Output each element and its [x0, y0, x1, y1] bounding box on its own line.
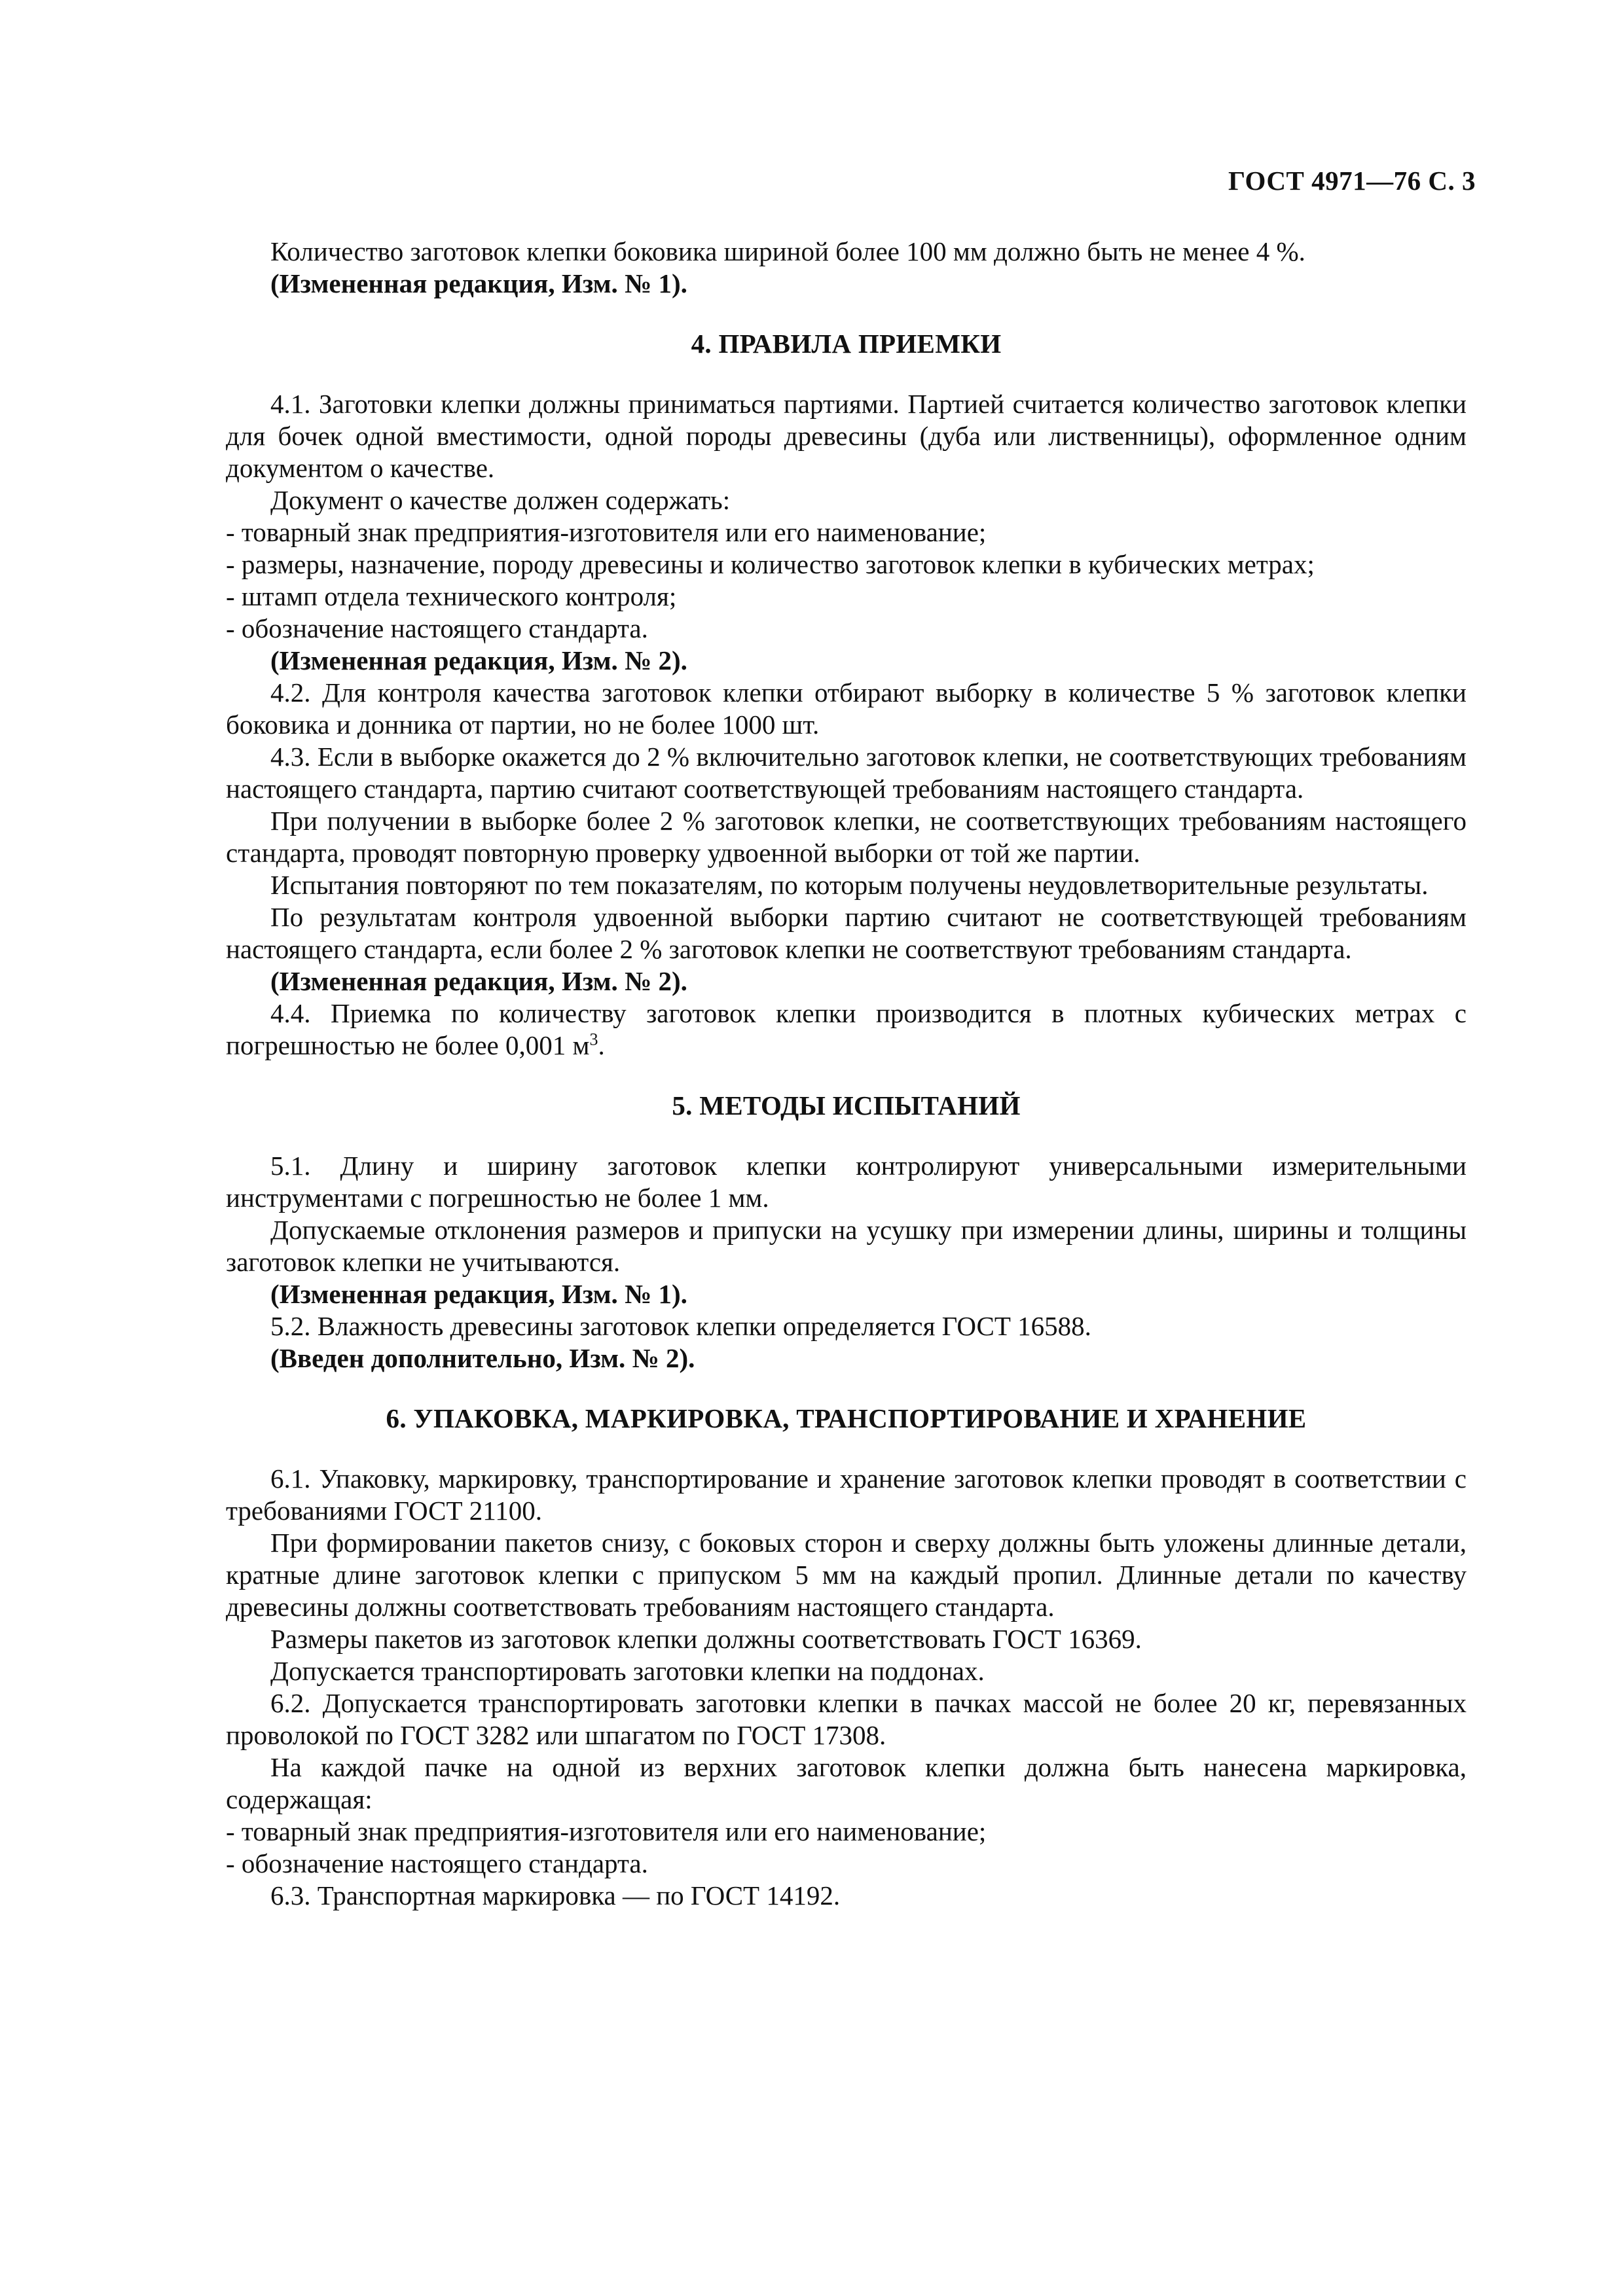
- paragraph-6-2: 6.2. Допускается транспортировать заготовки клепки в пачках массой не более 20 кг, перевязанных проволокой по ГОСТ 3282 или шпагатом по ГОСТ 17308.: [226, 1688, 1467, 1750]
- list-item: - обозначение настоящего стандарта.: [226, 1848, 648, 1878]
- list-item: - товарный знак предприятия-изготовителя или его наименование;: [226, 1816, 987, 1846]
- paragraph-4-3-b: При получении в выборке более 2 % заготовок клепки, не соответствующих требованиям настоящего стандарта, проводят повторную проверку удвоенной выборки от той же партии.: [226, 806, 1467, 868]
- list-item: - товарный знак предприятия-изготовителя или его наименование;: [226, 517, 987, 547]
- paragraph-6-1-c: Размеры пакетов из заготовок клепки должны соответствовать ГОСТ 16369.: [270, 1624, 1142, 1654]
- paragraph-6-1-d: Допускается транспортировать заготовки клепки на поддонах.: [270, 1656, 985, 1686]
- paragraph-doc-intro: Документ о качестве должен содержать:: [270, 485, 731, 515]
- paragraph-6-2-b: На каждой пачке на одной из верхних заготовок клепки должна быть нанесена маркировка, содержащая:: [226, 1752, 1467, 1814]
- amendment-note: (Введен дополнительно, Изм. № 2).: [270, 1343, 695, 1373]
- running-header: ГОСТ 4971—76 С. 3: [1228, 166, 1476, 196]
- paragraph-6-1-b: При формировании пакетов снизу, с боковых сторон и сверху должны быть уложены длинные детали, кратные длине заготовок клепки с припуском 5 мм на каждый пропил. Длинные детали по качеству древесины должны соответствовать требованиям настоящего стандарта.: [226, 1528, 1467, 1622]
- paragraph-4-4-end: .: [598, 1030, 605, 1060]
- paragraph-6-3: 6.3. Транспортная маркировка — по ГОСТ 14192.: [270, 1880, 841, 1910]
- section-4-heading: 4. ПРАВИЛА ПРИЕМКИ: [691, 329, 1002, 359]
- section-5-heading: 5. МЕТОДЫ ИСПЫТАНИЙ: [672, 1090, 1021, 1121]
- paragraph-5-2: 5.2. Влажность древесины заготовок клепки определяется ГОСТ 16588.: [270, 1311, 1091, 1341]
- amendment-note: (Измененная редакция, Изм. № 1).: [270, 1279, 687, 1309]
- paragraph-4-2: 4.2. Для контроля качества заготовок клепки отбирают выборку в количестве 5 % заготовок клепки боковика и донника от партии, но не более 1000 шт.: [226, 677, 1467, 740]
- list-item: - штамп отдела технического контроля;: [226, 581, 677, 611]
- paragraph-4-3-d: По результатам контроля удвоенной выборки партию считают не соответствующей требованиям настоящего стандарта, если более 2 % заготовок клепки не соответствуют требованиям стандарта.: [226, 902, 1467, 964]
- paragraph-intro: Количество заготовок клепки боковика шириной более 100 мм должно быть не менее 4 %.: [270, 236, 1305, 266]
- section-6-heading: 6. УПАКОВКА, МАРКИРОВКА, ТРАНСПОРТИРОВАНИЕ И ХРАНЕНИЕ: [386, 1403, 1307, 1433]
- amendment-note: (Измененная редакция, Изм. № 2).: [270, 645, 687, 675]
- paragraph-4-4-text: 4.4. Приемка по количеству заготовок клепки производится в плотных кубических метрах с погрешностью не более 0,001 м: [226, 998, 1467, 1060]
- superscript-cubic: 3: [589, 1030, 598, 1049]
- amendment-note: (Измененная редакция, Изм. № 2).: [270, 966, 687, 996]
- paragraph-6-1: 6.1. Упаковку, маркировку, транспортирование и хранение заготовок клепки проводят в соответствии с требованиями ГОСТ 21100.: [226, 1463, 1467, 1526]
- document-body: [226, 236, 1467, 1912]
- paragraph-4-3-c: Испытания повторяют по тем показателям, по которым получены неудовлетворительные результаты.: [270, 870, 1429, 900]
- paragraph-5-1: 5.1. Длину и ширину заготовок клепки контролируют универсальными измерительными инструментами с погрешностью не более 1 мм.: [226, 1151, 1467, 1213]
- amendment-note: (Измененная редакция, Изм. № 1).: [270, 268, 687, 298]
- list-item: - размеры, назначение, породу древесины и количество заготовок клепки в кубических метрах;: [226, 549, 1315, 579]
- list-item: - обозначение настоящего стандарта.: [226, 613, 648, 643]
- paragraph-5-1-b: Допускаемые отклонения размеров и припуски на усушку при измерении длины, ширины и толщины заготовок клепки не учитываются.: [226, 1215, 1467, 1277]
- paragraph-4-1: 4.1. Заготовки клепки должны приниматься партиями. Партией считается количество заготовок клепки для бочек одной вместимости, одной породы древесины (дуба или лиственницы), оформленное одним документом о качестве.: [226, 389, 1467, 483]
- paragraph-4-4: [226, 997, 1467, 1062]
- paragraph-4-3: 4.3. Если в выборке окажется до 2 % включительно заготовок клепки, не соответствующих требованиям настоящего стандарта, партию считают соответствующей требованиям настоящего стандарта.: [226, 742, 1467, 804]
